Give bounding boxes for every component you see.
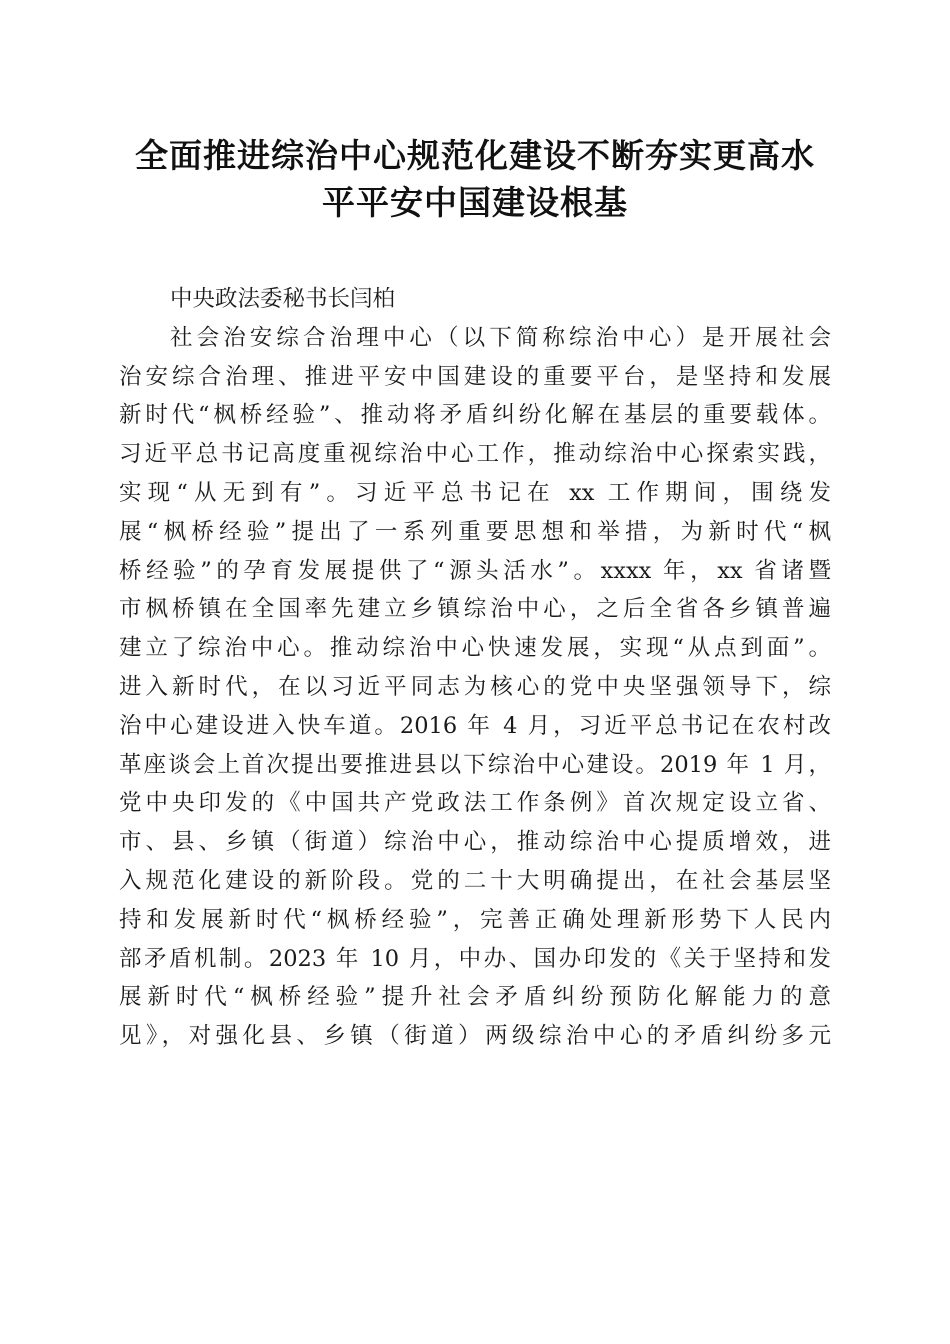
paragraph-line: 党中央印发的《中国共产党政法工作条例》首次规定设立省、 — [119, 790, 831, 817]
paragraph-line: 部矛盾机制。2023 年 10 月，中办、国办印发的《关于坚持和发 — [119, 945, 831, 972]
paragraph-line: 展“枫桥经验”提出了一系列重要思想和举措，为新时代“枫 — [119, 518, 831, 545]
paragraph-line: 进入新时代，在以习近平同志为核心的党中央坚强领导下，综 — [119, 673, 831, 700]
paragraph-line: 治安综合治理、推进平安中国建设的重要平台，是坚持和发展 — [119, 363, 831, 390]
paragraph-line: 市枫桥镇在全国率先建立乡镇综治中心，之后全省各乡镇普遍 — [119, 596, 831, 623]
paragraph-line: 建立了综治中心。推动综治中心快速发展，实现“从点到面”。 — [119, 635, 831, 662]
title-line-1: 全面推进综治中心规范化建设不断夯实更高水 — [135, 136, 815, 175]
paragraph-line: 社会治安综合治理中心（以下简称综治中心）是开展社会 — [170, 324, 831, 351]
paragraph-line: 实现“从无到有”。习近平总书记在 xx 工作期间，围绕发 — [119, 479, 831, 506]
paragraph-line: 桥经验”的孕育发展提供了“源头活水”。xxxx 年，xx 省诸暨 — [119, 557, 831, 584]
paragraph-line: 革座谈会上首次提出要推进县以下综治中心建设。2019 年 1 月， — [119, 751, 831, 778]
paragraph-line: 治中心建设进入快车道。2016 年 4 月，习近平总书记在农村改 — [119, 712, 831, 739]
document-title — [100, 132, 850, 226]
author-line: 中央政法委秘书长闫柏 — [170, 286, 396, 312]
document-body — [119, 280, 831, 1056]
paragraph-line: 展新时代“枫桥经验”提升社会矛盾纠纷预防化解能力的意 — [119, 984, 831, 1011]
paragraph-line: 持和发展新时代“枫桥经验”，完善正确处理新形势下人民内 — [119, 906, 831, 933]
paragraph-line: 见》，对强化县、乡镇（街道）两级综治中心的矛盾纠纷多元 — [119, 1023, 831, 1050]
paragraph-line: 新时代“枫桥经验”、推动将矛盾纠纷化解在基层的重要载体。 — [119, 402, 831, 429]
paragraph-line: 习近平总书记高度重视综治中心工作，推动综治中心探索实践， — [119, 441, 831, 468]
paragraph-line: 入规范化建设的新阶段。党的二十大明确提出，在社会基层坚 — [119, 867, 831, 894]
title-line-2: 平平安中国建设根基 — [322, 183, 628, 222]
paragraph-line: 市、县、乡镇（街道）综治中心，推动综治中心提质增效，进 — [119, 829, 831, 856]
